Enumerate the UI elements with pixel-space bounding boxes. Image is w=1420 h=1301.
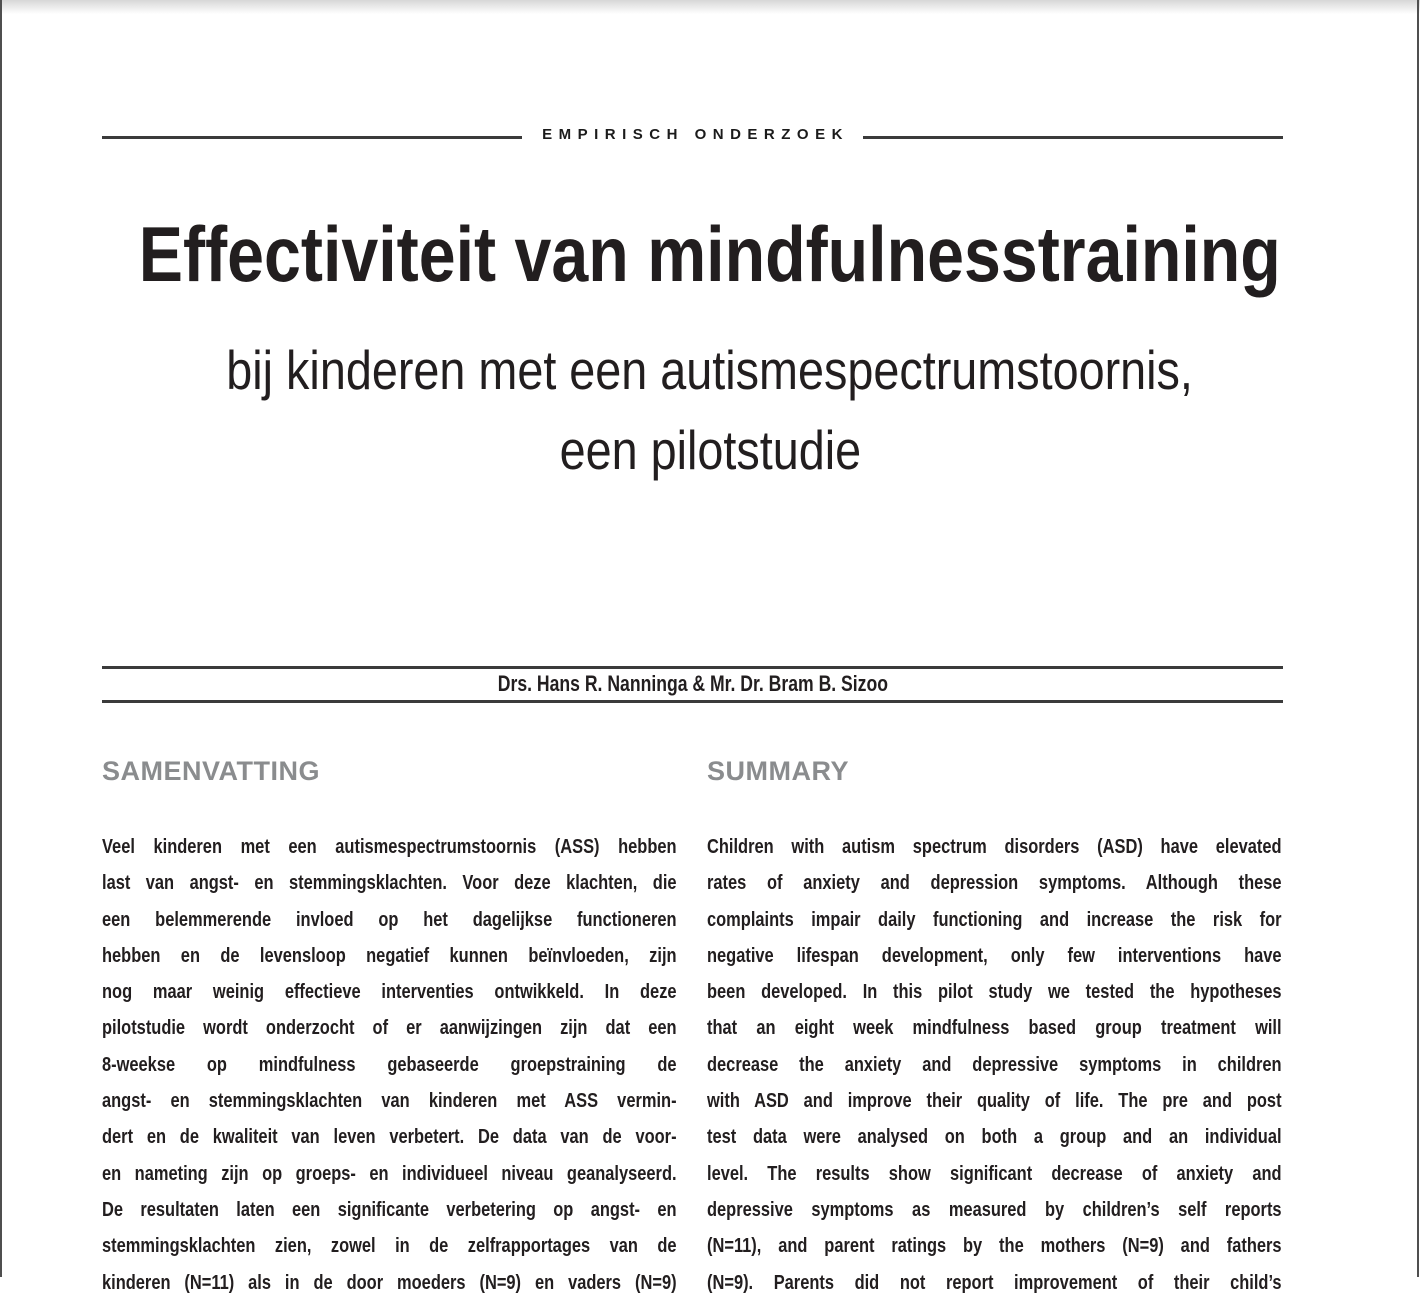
text-line: complaints impair daily functioning and increase the risk for	[707, 907, 1282, 931]
section-kicker	[102, 120, 1283, 148]
text-line: Children with autism spectrum disorders (ASD) have elevated	[707, 835, 1282, 858]
text-line: with ASD and improve their quality of life. The pre and post	[707, 1089, 1282, 1113]
article-subtitle-line1-text: bij kinderen met een autismespectrumstoornis,	[226, 339, 1194, 401]
text-line: negative lifespan development, only few interventions have	[707, 943, 1282, 967]
article-title-text: Effectiviteit van mindfulnesstraining	[138, 210, 1282, 298]
kicker-rule-right	[863, 136, 1283, 139]
text-line: (N=11), and parent ratings by the mothers (N=9) and fathers	[707, 1234, 1282, 1258]
article-subtitle	[0, 330, 1420, 490]
text-line: been developed. In this pilot study we tested the hypotheses	[707, 980, 1282, 1004]
text-line: dert en de kwaliteit van leven verbetert. De data van de voor-	[102, 1125, 677, 1149]
text-line: pilotstudie wordt onderzocht of er aanwijzingen zijn dat een	[102, 1016, 677, 1040]
text-line: depressive symptoms as measured by children’s self reports	[707, 1197, 1282, 1221]
text-line: last van angst- en stemmingsklachten. Voor deze klachten, die	[102, 871, 677, 895]
summary-column	[707, 754, 1297, 1294]
abstract-columns	[102, 754, 1283, 1294]
kicker-label: EMPIRISCH ONDERZOEK	[542, 125, 849, 143]
kicker-rule-left	[102, 136, 522, 139]
text-line: (N=9). Parents did not report improvement of their child’s	[707, 1270, 1282, 1294]
text-line: angst- en stemmingsklachten van kinderen met ASS vermin-	[102, 1089, 677, 1113]
text-line: level. The results show significant decrease of anxiety and	[707, 1161, 1282, 1185]
summary-text	[707, 829, 1282, 1301]
samenvatting-text	[102, 829, 677, 1301]
text-line: decrease the anxiety and depressive symptoms in children	[707, 1052, 1282, 1076]
summary-heading: SUMMARY	[707, 756, 849, 786]
samenvatting-heading: SAMENVATTING	[102, 756, 320, 786]
page-left-border	[0, 0, 2, 1277]
text-line: een belemmerende invloed op het dagelijkse functioneren	[102, 907, 677, 931]
text-line: De resultaten laten een significante verbetering op angst- en	[102, 1197, 677, 1221]
text-line: nog maar weinig effectieve interventies ontwikkeld. In deze	[102, 980, 677, 1004]
text-line: Veel kinderen met een autismespectrumstoornis (ASS) hebben	[102, 835, 677, 858]
author-bar	[102, 666, 1283, 703]
text-line: rates of anxiety and depression symptoms. Although these	[707, 871, 1282, 895]
text-line: en nameting zijn op groeps- en individueel niveau geanalyseerd.	[102, 1161, 677, 1185]
article-subtitle-line2-text: een pilotstudie	[559, 419, 861, 481]
authors: Drs. Hans R. Nanninga & Mr. Dr. Bram B. Sizoo	[497, 671, 888, 696]
page-right-border	[1417, 0, 1419, 1277]
samenvatting-column	[102, 754, 692, 1294]
text-line: that an eight week mindfulness based group treatment will	[707, 1016, 1282, 1040]
text-line: 8-weekse op mindfulness gebaseerde groepstraining de	[102, 1052, 677, 1076]
text-line: test data were analysed on both a group and an individual	[707, 1125, 1282, 1149]
article-subtitle-line2	[0, 410, 1420, 490]
text-line: hebben en de levensloop negatief kunnen beïnvloeden, zijn	[102, 943, 677, 967]
article-title	[0, 210, 1420, 298]
page-top-shadow	[0, 0, 1420, 14]
text-line: stemmingsklachten zien, zowel in de zelfrapportages van de	[102, 1234, 677, 1258]
text-line: kinderen (N=11) als in de door moeders (N=9) en vaders (N=9)	[102, 1270, 677, 1294]
article-subtitle-line1	[0, 330, 1420, 410]
